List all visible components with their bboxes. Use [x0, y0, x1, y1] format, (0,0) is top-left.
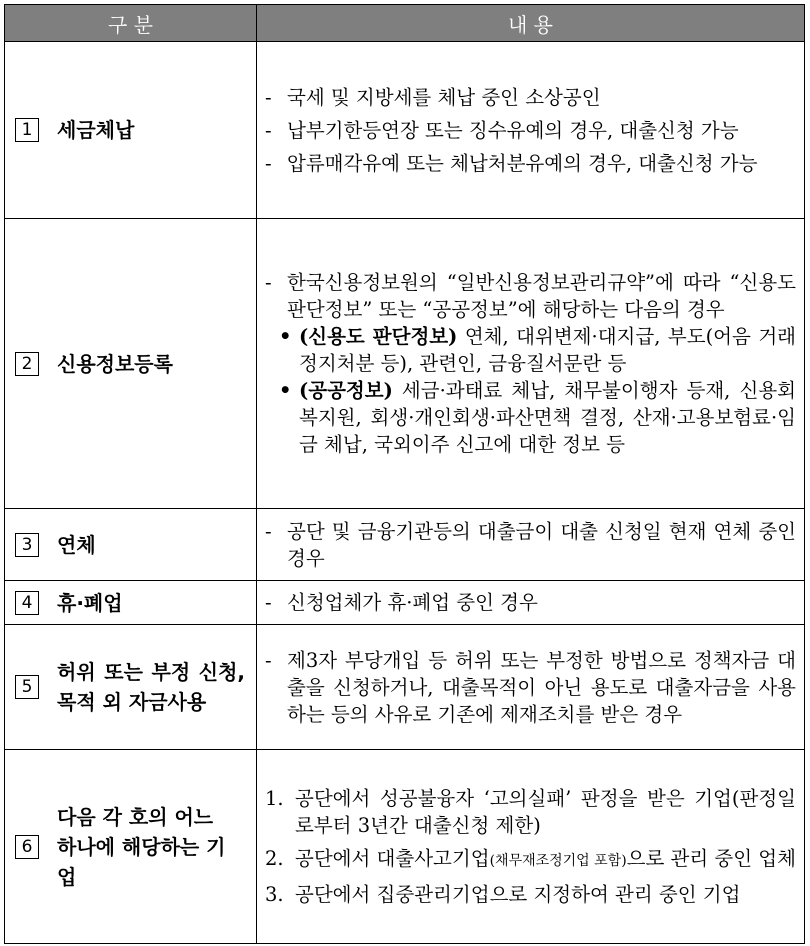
table-row — [5, 219, 805, 509]
number-marker: 3. — [265, 883, 284, 906]
dash-marker: - — [265, 118, 272, 142]
dash-marker: - — [265, 648, 272, 672]
content-cell — [257, 625, 805, 750]
row-number-box: 1 — [15, 118, 39, 142]
row-number-box: 6 — [15, 835, 39, 859]
category-label: 허위 또는 부정 신청, 목적 외 자금사용 — [57, 660, 245, 714]
list-item: - 신청업체가 휴·폐업 중인 경우 — [265, 591, 538, 614]
row-number-box: 3 — [15, 533, 39, 557]
category-label: 신용정보등록 — [57, 351, 173, 376]
bullet-item: • (신용도 판단정보) 연체, 대위변제·대지급, 부도(어음 거래정지처분 등), 관련인, 금융질서문란 등 — [265, 323, 796, 377]
dash-marker: - — [265, 591, 272, 614]
category-cell — [5, 509, 257, 581]
list-item: - 제3자 부당개입 등 허위 또는 부정한 방법으로 정책자금 대출을 신청하거나, 대출목적이 아닌 용도로 대출자금을 사용하는 등의 사유로 기존에 제재조치를 받은 경우 — [265, 648, 796, 726]
table-row — [5, 581, 805, 625]
list-item: - 한국신용정보원의 “일반신용정보관리규약”에 따라 “신용도판단정보” 또는 “공공정보”에 해당하는 다음의 경우 — [265, 271, 796, 321]
content-cell — [257, 581, 805, 625]
category-cell — [5, 625, 257, 750]
number-marker: 1. — [265, 787, 284, 810]
bullet-marker: • — [279, 325, 292, 348]
numbered-item: 2. 공단에서 대출사고기업(채무재조정기업 포함)으로 관리 중인 업체 — [265, 845, 796, 875]
content-cell — [257, 509, 805, 581]
dash-marker: - — [265, 151, 272, 175]
content-cell — [257, 750, 805, 944]
table-row — [5, 750, 805, 944]
table-header-row — [5, 5, 805, 42]
criteria-table — [4, 4, 805, 944]
category-cell — [5, 42, 257, 219]
dash-marker: - — [265, 519, 272, 543]
list-item: - 공단 및 금융기관등의 대출금이 대출 신청일 현재 연체 중인 경우 — [265, 519, 796, 570]
category-cell — [5, 581, 257, 625]
list-item: - 국세 및 지방세를 체납 중인 소상공인 — [265, 85, 601, 109]
table-row — [5, 42, 805, 219]
number-marker: 2. — [265, 847, 284, 870]
bullet-marker: • — [279, 379, 292, 402]
content-cell — [257, 42, 805, 219]
header-category: 구 분 — [5, 5, 257, 42]
category-label: 다음 각 호의 어느 하나에 해당하는 기업 — [57, 804, 226, 889]
row-number-box: 4 — [15, 591, 39, 615]
row-number-box: 2 — [15, 352, 39, 376]
category-cell — [5, 750, 257, 944]
list-item: - 압류매각유예 또는 체납처분유예의 경우, 대출신청 가능 — [265, 151, 758, 175]
dash-marker: - — [265, 85, 272, 109]
category-label: 연체 — [57, 532, 96, 557]
header-content: 내 용 — [257, 5, 805, 42]
table-row — [5, 625, 805, 750]
list-item: - 납부기한등연장 또는 징수유예의 경우, 대출신청 가능 — [265, 118, 739, 142]
table-row — [5, 509, 805, 581]
numbered-item: 3. 공단에서 집중관리기업으로 지정하여 관리 중인 기업 — [265, 883, 741, 906]
category-cell — [5, 219, 257, 509]
category-label: 휴·폐업 — [57, 590, 123, 615]
bullet-item: • (공공정보) 세금·과태료 체납, 채무불이행자 등재, 신용회복지원, 회생·개인회생·파산면책 결정, 산재·고용보험료·임금 체납, 국외이주 신고에 대한 정보 등 — [265, 377, 796, 458]
category-label: 세금체납 — [57, 118, 135, 142]
content-cell — [257, 219, 805, 509]
numbered-item: 1. 공단에서 성공불융자 ‘고의실패’ 판정을 받은 기업(판정일로부터 3년간 대출신청 제한) — [265, 787, 796, 837]
dash-marker: - — [265, 271, 272, 294]
row-number-box: 5 — [15, 675, 39, 699]
